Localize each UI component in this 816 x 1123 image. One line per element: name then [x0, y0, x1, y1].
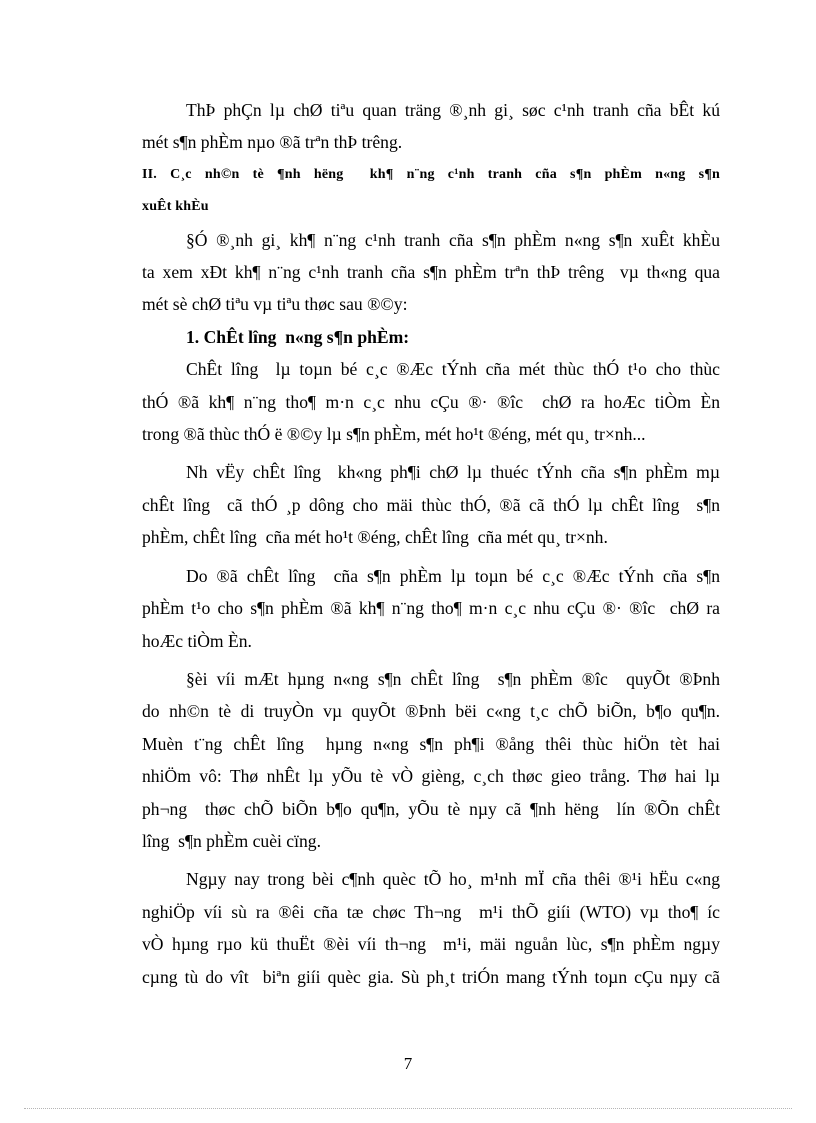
paragraph-line: hoÆc tiÒm Èn. [142, 630, 252, 651]
paragraph-line: §èi víi mÆt hµng n«ng s¶n chÊt lîng s¶n phÈm ®îc quyÕt ®Þnh [186, 668, 720, 689]
subsection-heading: 1. ChÊt lîng n«ng s¶n phÈm: [186, 326, 410, 347]
paragraph-line: trong ®ã thùc thÓ ë ®©y lµ s¶n phÈm, mét ho¹t ®éng, mét qu¸ tr×nh... [142, 424, 646, 445]
section-heading: xuÊt khÈu [142, 199, 209, 215]
paragraph-line: lîng s¶n phÈm cuèi cïng. [142, 830, 321, 851]
paragraph-line: vÒ hµng rµo kü thuËt ®èi víi th¬ng m¹i, mäi nguån lùc, s¶n phÈm ngµy [142, 934, 720, 955]
paragraph-line: Muèn t¨ng chÊt lîng hµng n«ng s¶n ph¶i ®ång thêi thùc hiÖn tèt hai [142, 733, 720, 754]
page-number: 7 [403, 1054, 413, 1073]
paragraph-line: Nh vËy chÊt lîng kh«ng ph¶i chØ lµ thuéc tÝnh cña s¶n phÈm mµ [186, 462, 720, 483]
paragraph-line: nghiÖp víi sù ra ®êi cña tæ chøc Th¬ng m¹i thÕ giíi (WTO) vµ tho¶ íc [142, 901, 720, 922]
paragraph-line: Ngµy nay trong bèi c¶nh quèc tÕ ho¸ m¹nh mÏ cña thêi ®¹i hËu c«ng [186, 869, 720, 890]
body-text [142, 94, 720, 993]
paragraph-line: ThÞ phÇn lµ chØ tiªu quan träng ®¸nh gi¸ søc c¹nh tranh cña bÊt kú [186, 100, 720, 120]
paragraph-line: Do ®ã chÊt lîng cña s¶n phÈm lµ toµn bé c¸c ®Æc tÝnh cña s¶n [186, 565, 720, 586]
paragraph-line: ta xem xÐt kh¶ n¨ng c¹nh tranh cña s¶n phÈm trªn thÞ trêng vµ th«ng qua [142, 262, 720, 283]
paragraph-line: mét sè chØ tiªu vµ tiªu thøc sau ®©y: [142, 294, 408, 315]
paragraph-line: phÈm, chÊt lîng cña mét ho¹t ®éng, chÊt lîng cña mét qu¸ tr×nh. [142, 527, 608, 548]
paragraph-line: phÈm t¹o cho s¶n phÈm ®ã kh¶ n¨ng tho¶ m·n c¸c nhu cÇu ®· ®îc chØ ra [142, 598, 720, 619]
paragraph-line: ChÊt lîng lµ toµn bé c¸c ®Æc tÝnh cña mét thùc thÓ t¹o cho thùc [186, 359, 720, 380]
paragraph-line: cµng tù do vît biªn giíi quèc gia. Sù ph¸t triÓn mang tÝnh toµn cÇu nµy cã [142, 966, 720, 987]
paragraph-line: nhiÖm vô: Thø nhÊt lµ yÕu tè vÒ gièng, c¸ch thøc gieo trång. Thø hai lµ [142, 766, 720, 787]
section-heading: II. C¸c nh©n tè ¶nh hëng kh¶ n¨ng c¹nh tranh cña s¶n phÈm n«ng s¶n [142, 166, 720, 182]
paragraph-line: ph¬ng thøc chÕ biÕn b¶o qu¶n, yÕu tè nµy cã ¶nh hëng lín ®Õn chÊt [142, 798, 720, 819]
paragraph-line: mét s¶n phÈm nµo ®ã trªn thÞ trêng. [142, 132, 403, 153]
paragraph-line: chÊt lîng cã thÓ ¸p dông cho mäi thùc thÓ, ®ã cã thÓ lµ chÊt lîng s¶n [142, 494, 720, 515]
footer-divider [24, 1108, 792, 1109]
paragraph-line: §Ó ®¸nh gi¸ kh¶ n¨ng c¹nh tranh cña s¶n phÈm n«ng s¶n xuÊt khÈu [186, 229, 720, 250]
paragraph-line: do nh©n tè di truyÒn vµ quyÕt ®Þnh bëi c«ng t¸c chÕ biÕn, b¶o qu¶n. [142, 701, 720, 722]
paragraph-line: thÓ ®ã kh¶ n¨ng tho¶ m·n c¸c nhu cÇu ®· ®îc chØ ra hoÆc tiÒm Èn [142, 391, 720, 412]
